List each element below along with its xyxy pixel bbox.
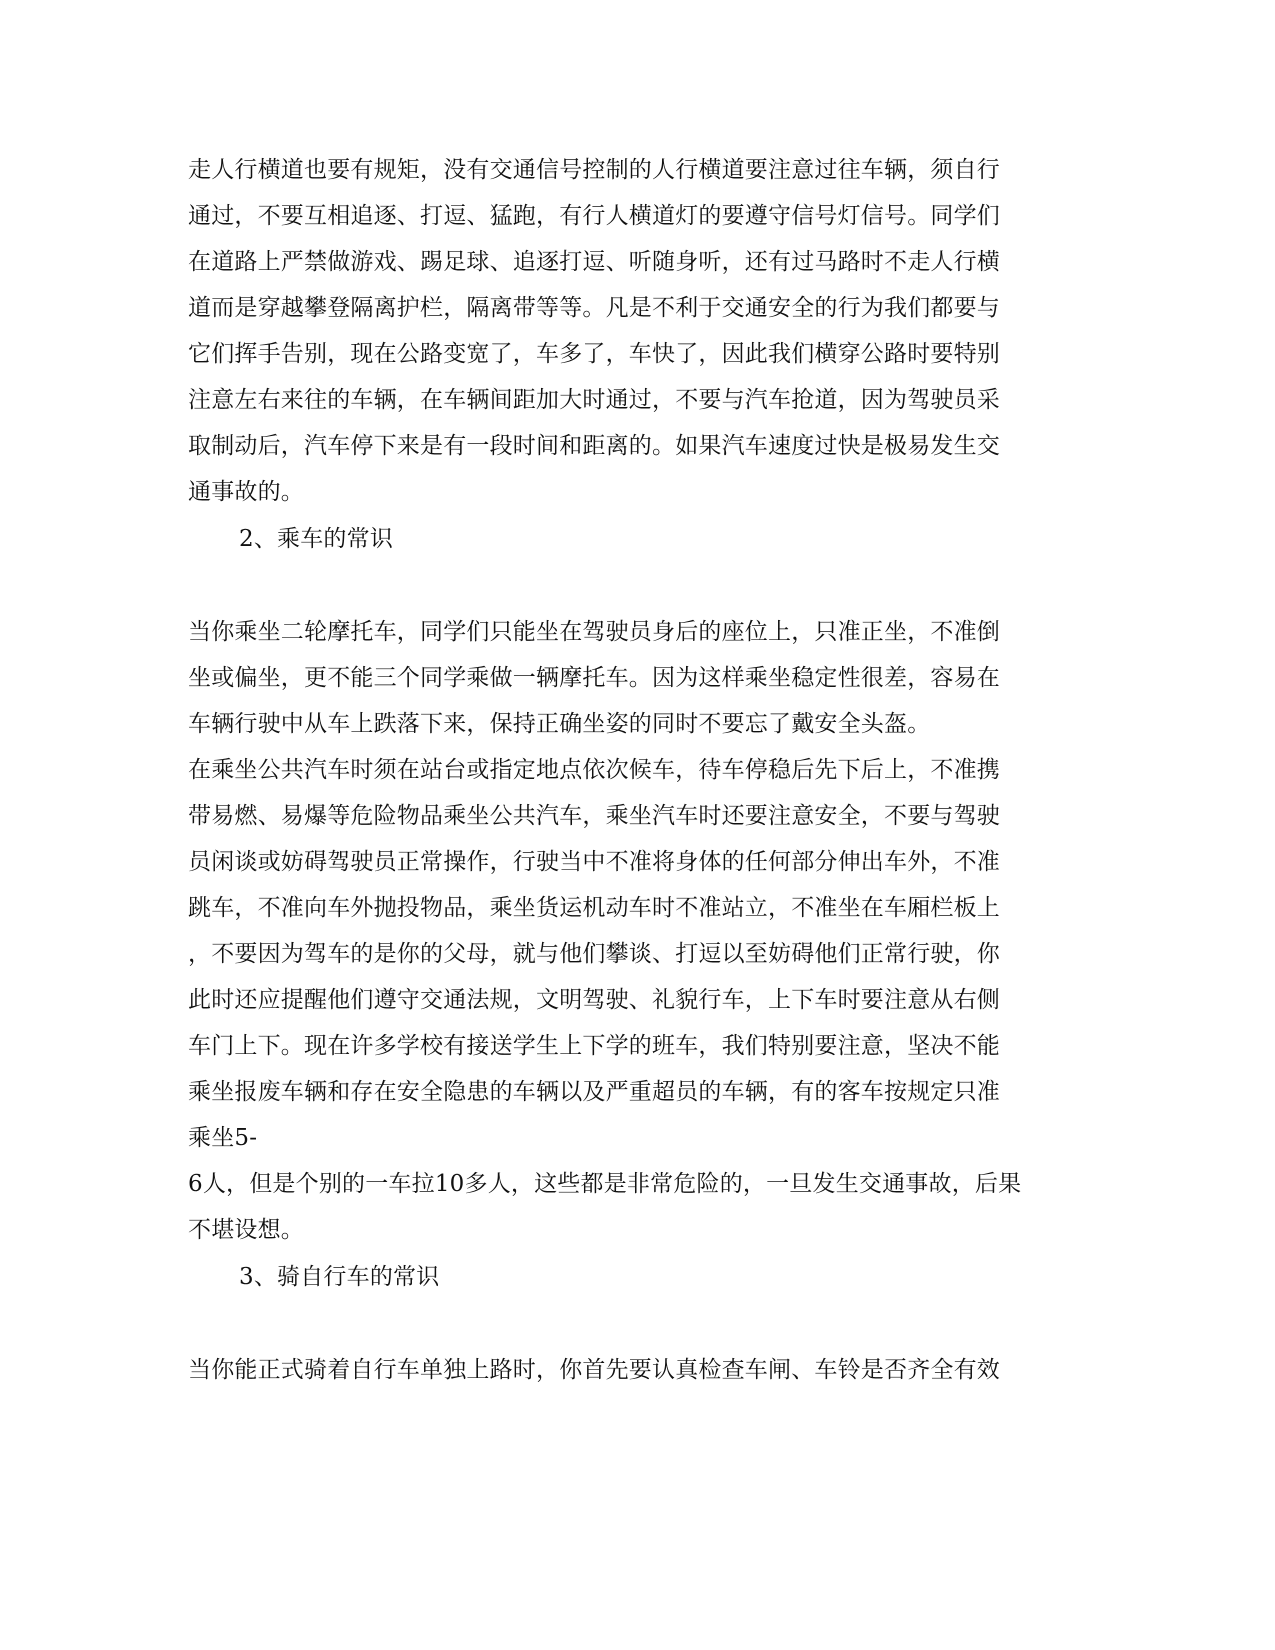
body-text-line: 乘坐报废车辆和存在安全隐患的车辆以及严重超员的车辆，有的客车按规定只准 (188, 1079, 1000, 1105)
body-text-line: 跳车，不准向车外抛投物品，乘坐货运机动车时不准站立，不准坐在车厢栏板上 (188, 895, 1000, 921)
section-heading: 2、乘车的常识 (239, 526, 394, 552)
body-text-line: 它们挥手告别，现在公路变宽了，车多了，车快了，因此我们横穿公路时要特别 (188, 341, 1000, 367)
body-text-line: 注意左右来往的车辆，在车辆间距加大时通过，不要与汽车抢道，因为驾驶员采 (188, 387, 1000, 413)
body-text-line: 取制动后，汽车停下来是有一段时间和距离的。如果汽车速度过快是极易发生交 (188, 433, 1000, 459)
body-text-line: 员闲谈或妨碍驾驶员正常操作，行驶当中不准将身体的任何部分伸出车外，不准 (188, 849, 1000, 875)
body-text-line: 6人，但是个别的一车拉10多人，这些都是非常危险的，一旦发生交通事故，后果 (188, 1171, 1022, 1197)
body-text-line: 通过，不要互相追逐、打逗、猛跑，有行人横道灯的要遵守信号灯信号。同学们 (188, 203, 1000, 229)
body-text-line: 道而是穿越攀登隔离护栏，隔离带等等。凡是不利于交通安全的行为我们都要与 (188, 295, 1000, 321)
body-text-line: 车辆行驶中从车上跌落下来，保持正确坐姿的同时不要忘了戴安全头盔。 (188, 711, 931, 737)
body-text-line: 带易燃、易爆等危险物品乘坐公共汽车，乘坐汽车时还要注意安全，不要与驾驶 (188, 803, 1000, 829)
body-text-line: 在道路上严禁做游戏、踢足球、追逐打逗、听随身听，还有过马路时不走人行横 (188, 249, 1000, 275)
body-text-line: 当你能正式骑着自行车单独上路时，你首先要认真检查车闸、车铃是否齐全有效 (188, 1357, 1000, 1383)
body-text-line: 走人行横道也要有规矩，没有交通信号控制的人行横道要注意过往车辆，须自行 (188, 157, 1000, 183)
section-heading: 3、骑自行车的常识 (239, 1264, 440, 1290)
body-text-line: 坐或偏坐，更不能三个同学乘做一辆摩托车。因为这样乘坐稳定性很差，容易在 (188, 665, 1000, 691)
body-text-line: 通事故的。 (188, 479, 304, 505)
body-text-line: 此时还应提醒他们遵守交通法规，文明驾驶、礼貌行车，上下车时要注意从右侧 (188, 987, 1000, 1013)
body-text-line: 不堪设想。 (188, 1217, 304, 1243)
body-text-line: 乘坐5- (188, 1125, 258, 1151)
body-text-line: ，不要因为驾车的是你的父母，就与他们攀谈、打逗以至妨碍他们正常行驶，你 (188, 941, 1000, 967)
body-text-line: 当你乘坐二轮摩托车，同学们只能坐在驾驶员身后的座位上，只准正坐，不准倒 (188, 619, 1000, 645)
body-text-line: 车门上下。现在许多学校有接送学生上下学的班车，我们特别要注意，坚决不能 (188, 1033, 1000, 1059)
body-text-line: 在乘坐公共汽车时须在站台或指定地点依次候车，待车停稳后先下后上，不准携 (188, 757, 1000, 783)
